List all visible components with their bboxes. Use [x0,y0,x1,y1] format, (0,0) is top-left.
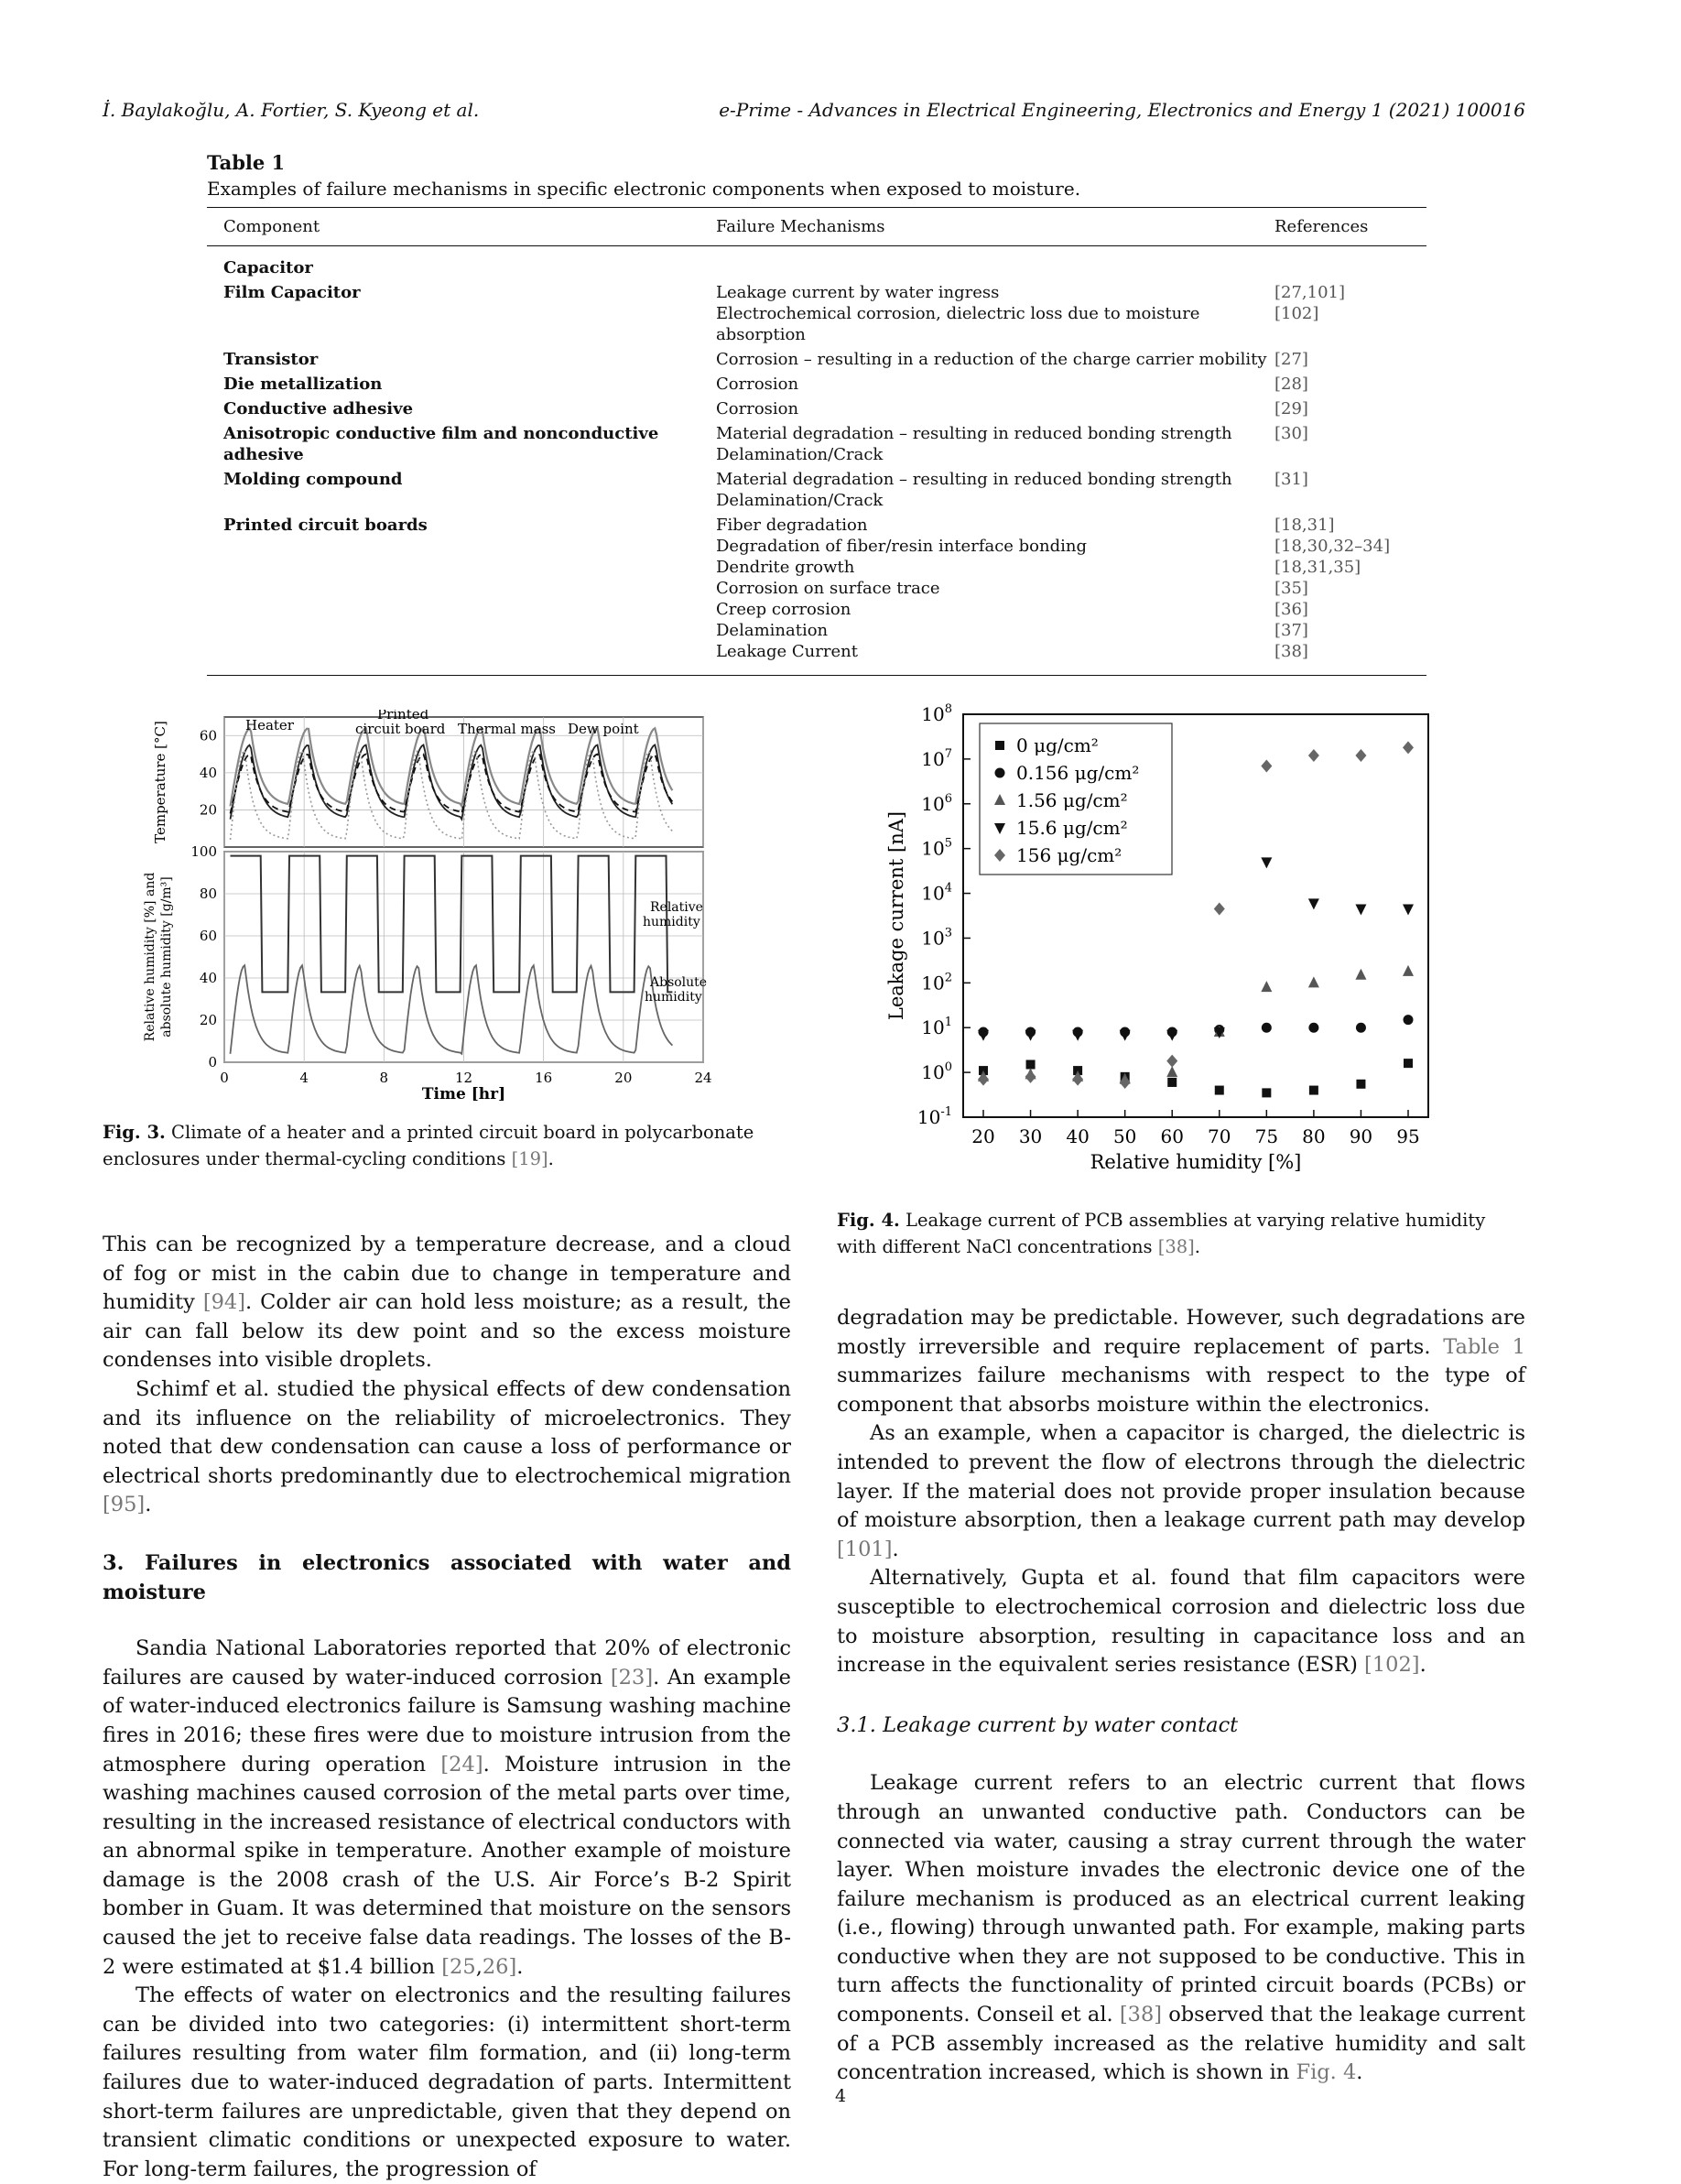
text-run: . [892,1537,899,1561]
fig4-ytick-base: 10 [921,927,945,950]
paragraph [103,1635,791,1982]
fig4-point-triangle-down [1120,1030,1131,1041]
fig3-label-pcb: Printed [377,710,429,723]
mechanism-item: Creep corrosion [716,600,851,619]
cell-component: Anisotropic conductive film and nonconductive adhesive [223,424,659,464]
mechanism-item: Degradation of fiber/resin interface bonding [716,537,1088,556]
cell-references [1274,246,1426,281]
citation-link[interactable]: [101] [837,1537,893,1561]
fig4-ytick-label [917,1105,952,1128]
mechanism-item: Delamination [716,621,829,640]
fig4-legend-label: 1.56 μg/cm² [1016,789,1128,811]
reference-link[interactable]: [31] [1274,470,1308,489]
fig4-ytick-exponent: 0 [944,1060,952,1075]
fig3-ytick-label: 40 [199,970,217,986]
fig4-caption-text: Leakage current of PCB assemblies at varying relative humidity with different NaCl concentrations [837,1210,1486,1257]
fig4-point-square [995,741,1004,750]
fig4-ytick-exponent: 1 [944,1016,952,1030]
fig4-xtick-label: 50 [1112,1125,1137,1147]
fig3-chart [137,710,723,1103]
fig4-ytick-label [921,837,952,860]
section-heading: 3. Failures in electronics associated with water and moisture [103,1550,791,1604]
fig3-ytick-label: 60 [199,928,217,944]
running-head-authors: İ. Baylakoğlu, A. Fortier, S. Kyeong et al. [103,99,480,121]
cell-component: Transistor [223,350,319,369]
cell-mechanisms [716,513,1274,676]
fig3-label-dew-point: Dew point [568,721,639,737]
reference-link[interactable]: [37] [1274,621,1308,640]
citation-link[interactable]: [24] [440,1752,483,1777]
reference-link[interactable]: [30] [1274,424,1308,443]
mechanism-item: Leakage current by water ingress [716,283,1000,302]
table-row [207,467,1426,513]
fig3-series-line [231,751,673,840]
reference-link[interactable]: [28] [1274,375,1308,394]
reference-link[interactable]: [102] [1274,304,1319,323]
fig3-series-line [231,965,673,1054]
fig4-point-circle [1404,1015,1414,1025]
fig4-ytick-label [921,1060,952,1083]
table-1 [207,151,1426,676]
cell-mechanisms [716,397,1274,421]
cell-component: Film Capacitor [223,283,361,302]
fig3-xtick-label: 20 [614,1070,633,1086]
cell-mechanisms [716,347,1274,372]
fig3-ylabel-humidity: Relative humidity [%] and [143,872,157,1042]
fig3-caption-label: Fig. 3. [103,1122,166,1143]
table-row [207,372,1426,397]
mechanism-item: Dendrite growth [716,558,855,577]
cell-mechanisms [716,280,1274,347]
citation-link[interactable]: [94] [202,1290,246,1315]
text-run: observed that the leakage current of a PCB assembly increased as the relative humidity and salt concentration increased, which is shown in [837,2003,1525,2085]
citation-link[interactable]: [102] [1364,1653,1420,1678]
failure-mechanisms-table [207,207,1426,676]
mechanism-item: Corrosion [716,375,799,394]
paragraph [837,1769,1525,2088]
fig4-ytick-label [921,882,952,905]
reference-link[interactable]: [18,31] [1274,516,1335,535]
reference-link[interactable]: [27,101] [1274,283,1346,302]
text-run: degradation may be predictable. However, such degradations are mostly irreversible and require replacement of parts. [837,1306,1525,1359]
reference-link[interactable]: [38] [1274,642,1308,661]
fig4-xlabel: Relative humidity [%] [1090,1151,1302,1173]
fig4-point-diamond [1166,1055,1177,1068]
fig4-xtick-label: 20 [971,1125,995,1147]
col-header-mechanisms: Failure Mechanisms [716,208,1274,246]
cell-component: Die metallization [223,375,383,394]
fig4-ytick-label [921,702,952,725]
cell-mechanisms [716,467,1274,513]
fig4-point-diamond [1355,749,1366,762]
text-run: . [1419,1653,1426,1678]
figure-4 [879,701,1447,1194]
citation-link[interactable]: [23] [610,1665,654,1690]
table-row [207,246,1426,281]
fig4-xtick-label: 30 [1018,1125,1043,1147]
fig3-xlabel: Time [hr] [421,1085,506,1103]
fig3-xtick-label: 24 [694,1070,712,1086]
fig4-point-circle [1356,1023,1366,1033]
fig4-legend-label: 15.6 μg/cm² [1016,817,1128,839]
fig4-point-circle [1308,1023,1318,1033]
table-row [207,280,1426,347]
reference-link[interactable]: [35] [1274,579,1308,598]
reference-link[interactable]: [29] [1274,399,1308,418]
fig4-ytick-exponent: 3 [944,926,952,940]
fig4-xtick-label: 60 [1160,1125,1184,1147]
paragraph [103,1375,791,1520]
fig4-xtick-label: 95 [1396,1125,1420,1147]
paragraph [837,1564,1525,1679]
fig4-point-square [1404,1059,1413,1068]
fig4-point-square [1356,1080,1365,1089]
fig4-ytick-exponent: 5 [944,836,952,851]
text-run: Leakage current refers to an electric current that flows through an unwanted conductive path. Conductors can be connected via water, causing a stray current through the water layer. When moisture invades the electronic device one of the failure mechanism is produced as an electrical current leaking (i.e., flowing) through unwanted path. For example, making parts conductive when they are not supposed to be conductive. This in turn affects the functionality of printed circuit boards (PCBs) or components. Conseil et al. [837,1771,1525,2027]
fig4-point-square [1262,1088,1271,1097]
fig4-point-square [1167,1078,1177,1087]
fig4-caption-end: . [1194,1236,1200,1257]
fig4-point-triangle-down [1403,905,1414,916]
fig3-ytick-label: 0 [208,1054,217,1070]
fig4-ytick-base: 10 [916,1106,941,1128]
fig4-ytick-exponent: 6 [944,791,952,806]
reference-link[interactable]: [18,31,35] [1274,558,1361,577]
table-row [207,347,1426,372]
reference-link[interactable]: [27] [1274,350,1308,369]
fig4-ytick-base: 10 [921,972,945,994]
text-run: . Colder air can hold less moisture; as a result, the air can fall below its dew point and so the excess moisture condenses into visible droplets. [103,1290,791,1373]
cell-mechanisms [716,421,1274,467]
fig4-xtick-label: 90 [1349,1125,1373,1147]
text-run: As an example, when a capacitor is charged, the dielectric is intended to prevent the flow of electrons through the dielectric layer. If the material does not provide proper insulation because of moisture absorption, then a leakage current path may develop [837,1421,1525,1533]
text-run: This can be recognized by a temperature decrease, and a cloud of fog or mist in the cabin due to change in temperature and humidity [103,1233,791,1315]
fig4-point-circle [995,768,1005,778]
fig3-label-absolute-humidity: humidity [645,990,702,1005]
fig4-xtick-label: 80 [1302,1125,1326,1147]
fig4-point-triangle-down [1261,857,1272,868]
fig4-point-square [1026,1060,1036,1070]
fig3-caption-ref[interactable]: [19] [511,1148,548,1169]
fig4-ytick-exponent: 4 [944,881,952,896]
text-run: summarizes failure mechanisms with respect to the type of component that absorbs moisture within the electronics. [837,1364,1525,1417]
page-number: 4 [834,2086,847,2106]
mechanism-item: Material degradation – resulting in reduced bonding strength [716,470,1232,489]
fig3-ytick-label: 80 [199,886,217,902]
fig4-point-triangle-up [1355,969,1366,980]
cell-references [1274,280,1426,347]
fig4-point-circle [1262,1023,1272,1033]
citation-link[interactable]: Table 1 [1443,1334,1525,1359]
paragraph [103,1982,791,2184]
table-label: Table 1 [207,151,286,174]
cell-references [1274,372,1426,397]
fig4-point-diamond [1261,759,1272,772]
right-column [837,1304,1525,2088]
fig4-ytick-exponent: 8 [944,702,952,716]
running-head-journal: e-Prime - Advances in Electrical Engineering, Electronics and Energy 1 (2021) 100016 [719,99,1525,121]
fig3-ytick-label: 40 [199,764,217,781]
section-heading: 3.1. Leakage current by water contact [837,1712,1239,1737]
fig3-ylabel-humidity: absolute humidity [g/m³] [159,876,174,1038]
fig4-point-triangle-down [1025,1030,1036,1041]
text-run: , [475,1954,483,1979]
fig4-ytick-base: 10 [921,747,945,770]
text-run: . [1356,2060,1363,2085]
text-run: . [516,1954,524,1979]
cell-component: Molding compound [223,470,403,489]
mechanism-item: Material degradation – resulting in reduced bonding strength [716,424,1232,443]
mechanism-item: Delamination/Crack [716,445,884,464]
mechanism-item: Fiber degradation [716,516,868,535]
fig4-xtick-label: 40 [1066,1125,1090,1147]
cell-references [1274,467,1426,513]
fig3-ylabel-temperature: Temperature [°C] [152,721,168,843]
fig4-point-triangle-down [1355,905,1366,916]
mechanism-item: Delamination/Crack [716,491,884,510]
cell-component: Capacitor [223,258,313,277]
cell-references [1274,513,1426,676]
fig3-label-pcb: circuit board [355,721,446,737]
fig4-xtick-label: 75 [1254,1125,1279,1147]
text-run: . Moisture intrusion in the washing machines caused corrosion of the metal parts over time, resulting in the increased resistance of electrical conductors with an abnormal spike in temperature. Another example of moisture damage is the 2008 crash of the U.S. Air Force’s B-2 Spirit bomber in Guam. It was determined that moisture on the sensors caused the jet to receive false data readings. The losses of the B-2 were estimated at $1.4 billion [103,1752,792,1979]
mechanism-item: Electrochemical corrosion, dielectric loss due to moisture absorption [716,304,1200,344]
fig4-ylabel: Leakage current [nA] [885,810,907,1021]
table-row [207,397,1426,421]
fig3-label-absolute-humidity: Absolute [650,975,708,990]
fig3-ytick-label: 20 [199,1012,217,1028]
fig4-ytick-base: 10 [921,837,945,860]
fig4-caption-label: Fig. 4. [837,1210,900,1231]
fig4-point-triangle-up [1308,976,1319,987]
fig4-ytick-exponent: 7 [944,746,952,761]
fig3-caption-end: . [548,1148,554,1169]
fig4-point-diamond [1214,903,1225,916]
table-caption: Examples of failure mechanisms in specific electronic components when exposed to moisture. [207,178,1081,200]
fig3-xtick-label: 4 [299,1070,309,1086]
mechanism-item: Leakage Current [716,642,858,661]
text-run: The effects of water on electronics and the resulting failures can be divided into two categories: (i) intermittent short-term failures resulting from water film formation, and (ii) long-term failures due to water-induced degradation of parts. Intermittent short-term failures are unpredictable, given that they depend on transient climatic conditions or unexpected exposure to water. For long-term failures, the progression of [103,1983,791,2181]
fig3-label-relative-humidity: Relative [650,900,703,915]
fig4-caption [837,1207,1525,1260]
citation-link[interactable]: Fig. 4 [1296,2060,1357,2085]
table-row [207,513,1426,676]
citation-link[interactable]: [95] [103,1493,146,1517]
fig4-ytick-base: 10 [921,703,945,725]
fig4-ytick-base: 10 [921,792,945,815]
fig4-ytick-label [921,747,952,770]
fig4-legend-label: 156 μg/cm² [1016,844,1122,866]
text-run: . An example of water-induced electronics failure is Samsung washing machine fires in 2016; these fires were due to moisture intrusion from the atmosphere during operation [103,1665,792,1777]
fig4-point-diamond [1403,741,1414,754]
fig4-ytick-label [921,971,952,994]
table-row [207,421,1426,467]
fig3-xtick-label: 12 [454,1070,473,1086]
mechanism-item: Corrosion – resulting in a reduction of the charge carrier mobility [716,350,1267,369]
cell-component: Printed circuit boards [207,513,716,676]
figure-3 [137,710,723,1107]
mechanism-item: Corrosion [716,399,799,418]
reference-link[interactable]: [36] [1274,600,1308,619]
fig4-legend-label: 0 μg/cm² [1016,734,1099,756]
fig4-point-diamond [1025,1070,1036,1083]
fig4-point-diamond [1308,749,1319,762]
fig4-legend-label: 0.156 μg/cm² [1016,762,1140,784]
fig4-ytick-label [921,926,952,949]
fig4-chart [879,701,1447,1190]
fig4-point-triangle-down [978,1030,989,1041]
fig3-label-relative-humidity: humidity [643,915,700,929]
col-header-references: References [1274,208,1426,246]
fig4-point-triangle-down [1308,898,1319,909]
fig3-caption-text: Climate of a heater and a printed circuit board in polycarbonate enclosures under thermal-cycling conditions [103,1122,754,1169]
fig4-xtick-label: 70 [1208,1125,1231,1147]
fig4-point-triangle-up [1403,965,1414,976]
fig4-point-triangle-down [1072,1030,1083,1041]
fig3-series-line [231,856,673,993]
cell-references [1274,421,1426,467]
fig4-caption-ref[interactable]: [38] [1157,1236,1195,1257]
left-column [103,1231,791,2184]
citation-link[interactable]: [25 [441,1954,476,1979]
fig4-point-triangle-up [1166,1066,1177,1077]
paragraph [837,1304,1525,1419]
fig3-ytick-label: 100 [190,843,217,860]
fig4-ytick-label [921,1016,952,1038]
text-run: . [145,1493,152,1517]
fig4-point-triangle-up [1261,981,1272,992]
fig3-label-heater: Heater [245,717,294,733]
cell-references [1274,397,1426,421]
cell-mechanisms [716,372,1274,397]
citation-link[interactable]: 26] [482,1954,517,1979]
cell-references [1274,347,1426,372]
fig3-caption [103,1119,791,1172]
text-run: Alternatively, Gupta et al. found that film capacitors were susceptible to electrochemical corrosion and dielectric loss due to moisture absorption, resulting in capacitance loss and an increase in the equivalent series resistance (ESR) [837,1566,1525,1678]
fig3-ytick-label: 60 [199,727,217,744]
fig4-ytick-base: 10 [921,1061,945,1084]
fig3-xtick-label: 8 [379,1070,389,1086]
mechanism-item: Corrosion on surface trace [716,579,940,598]
paragraph [837,1419,1525,1564]
reference-link[interactable]: [18,30,32–34] [1274,537,1391,556]
fig3-label-thermal-mass: Thermal mass [458,721,557,737]
cell-component: Conductive adhesive [223,399,414,418]
fig4-ytick-exponent: 2 [944,971,952,985]
text-run: Sandia National Laboratories reported that 20% of electronic failures are caused by water-induced corrosion [103,1636,791,1690]
fig4-ytick-exponent: -1 [940,1105,952,1119]
fig3-xtick-label: 16 [535,1070,553,1086]
fig4-ytick-label [921,792,952,815]
fig3-ytick-label: 20 [199,801,217,819]
citation-link[interactable]: [38] [1119,2003,1163,2027]
fig4-ytick-base: 10 [921,1016,945,1039]
text-run: Schimf et al. studied the physical effects of dew condensation and its influence on the reliability of microelectronics. They noted that dew condensation can cause a loss of performance or electrical shorts predominantly due to electrochemical migration [103,1376,791,1488]
fig4-point-square [1215,1086,1224,1095]
fig4-point-square [1309,1086,1318,1095]
cell-mechanisms [716,246,1274,281]
col-header-component: Component [207,208,716,246]
fig3-xtick-label: 0 [220,1070,229,1086]
fig4-point-triangle-down [1166,1030,1177,1041]
fig4-ytick-base: 10 [921,882,945,905]
paragraph [103,1231,791,1375]
